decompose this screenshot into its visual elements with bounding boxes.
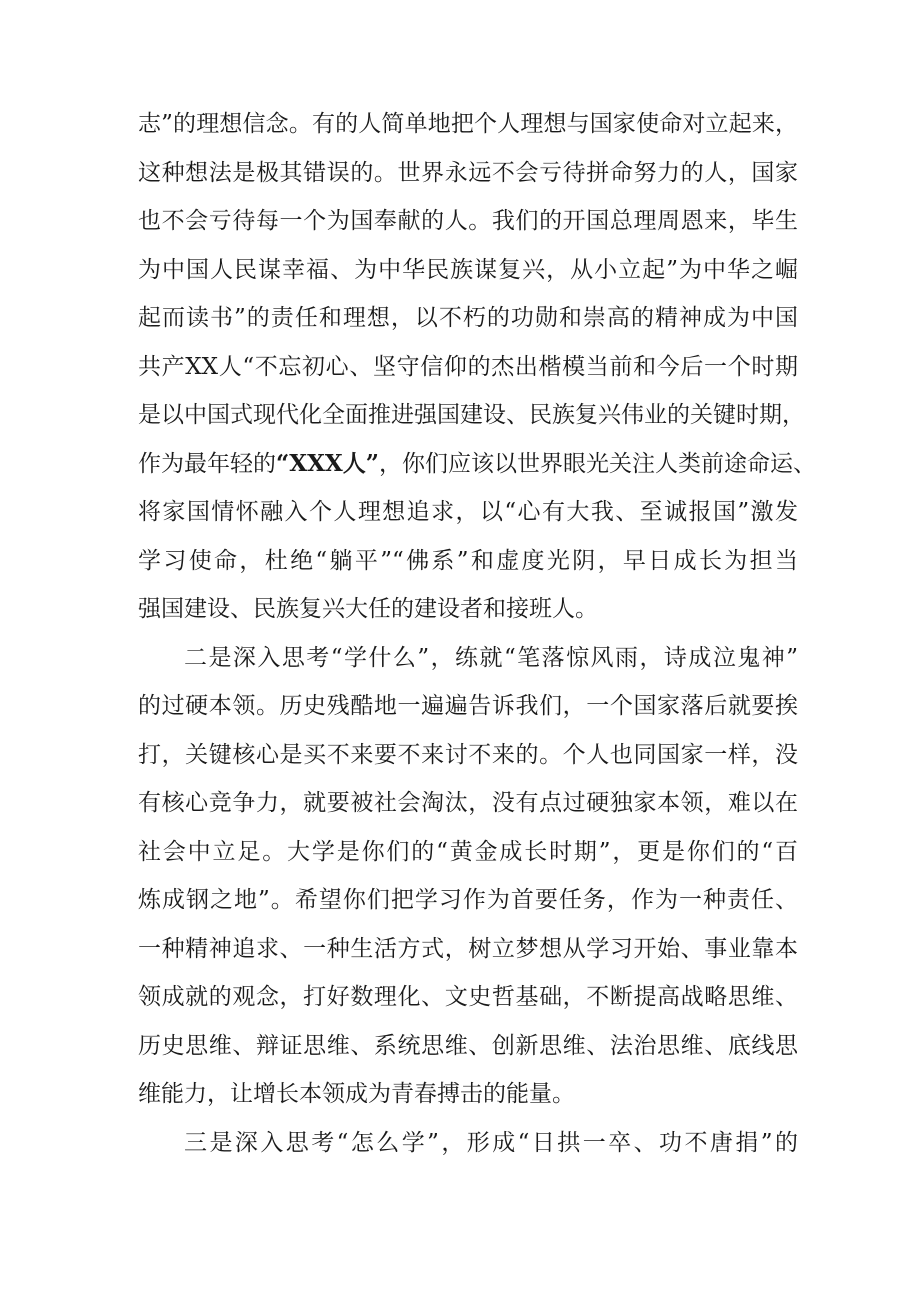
text-line: 有核心竞争力，就要被社会淘汰，没有点过硬独家本领，难以在 xyxy=(138,790,798,816)
text-line: 共产XX人“不忘初心、坚守信仰的杰出楷模当前和今后一个时期 xyxy=(138,353,798,380)
text-line: 炼成钢之地”。希望你们把学习作为首要任务，作为一种责任、 xyxy=(138,887,798,913)
text-line: 领成就的观念，打好数理化、文史哲基础，不断提高战略思维、 xyxy=(138,984,798,1010)
text-segment: ，你们应该以世界眼光关注人类前途命运、 xyxy=(379,450,816,477)
text-line: 学习使命，杜绝“躺平”“佛系”和虚度光阴，早日成长为担当 xyxy=(138,547,798,574)
text-line: 的过硬本领。历史残酷地一遍遍告诉我们，一个国家落后就要挨 xyxy=(138,693,798,719)
text-line: 为中国人民谋幸福、为中华民族谋复兴，从小立起”为中华之崛 xyxy=(138,256,798,283)
paragraph-start-line: 三是深入思考“怎么学”，形成“日拱一卒、功不唐捐”的 xyxy=(184,1129,798,1156)
bold-term: “XXX人” xyxy=(276,449,379,477)
text-line: 志”的理想信念。有的人简单地把个人理想与国家使命对立起来， xyxy=(138,111,798,137)
text-line: 一种精神追求、一种生活方式，树立梦想从学习开始、事业靠本 xyxy=(138,935,798,962)
text-line: 强国建设、民族复兴大任的建设者和接班人。 xyxy=(138,596,598,622)
body-text xyxy=(138,100,816,1167)
text-line: 将家国情怀融入个人理想追求，以“心有大我、至诚报国”激发 xyxy=(138,499,798,525)
text-line-with-bold xyxy=(138,440,816,489)
text-line: 社会中立足。大学是你们的“黄金成长时期”，更是你们的“百 xyxy=(138,838,798,865)
text-line: 这种想法是极其错误的。世界永远不会亏待拼命努力的人，国家 xyxy=(138,159,798,186)
text-segment: 作为最年轻的 xyxy=(138,450,276,477)
text-line: 历史思维、辩证思维、系统思维、创新思维、法治思维、底线思 xyxy=(138,1032,798,1059)
text-line: 起而读书”的责任和理想，以不朽的功勋和崇高的精神成为中国 xyxy=(138,305,798,331)
text-line: 也不会亏待每一个为国奉献的人。我们的开国总理周恩来，毕生 xyxy=(138,208,798,234)
text-line: 打，关键核心是买不来要不来讨不来的。个人也同国家一样，没 xyxy=(138,741,798,768)
paragraph-start-line: 二是深入思考“学什么”，练就“笔落惊风雨，诗成泣鬼神” xyxy=(184,644,798,671)
text-line: 是以中国式现代化全面推进强国建设、民族复兴伟业的关键时期， xyxy=(138,402,805,428)
text-line: 维能力，让增长本领成为青春搏击的能量。 xyxy=(138,1081,575,1107)
